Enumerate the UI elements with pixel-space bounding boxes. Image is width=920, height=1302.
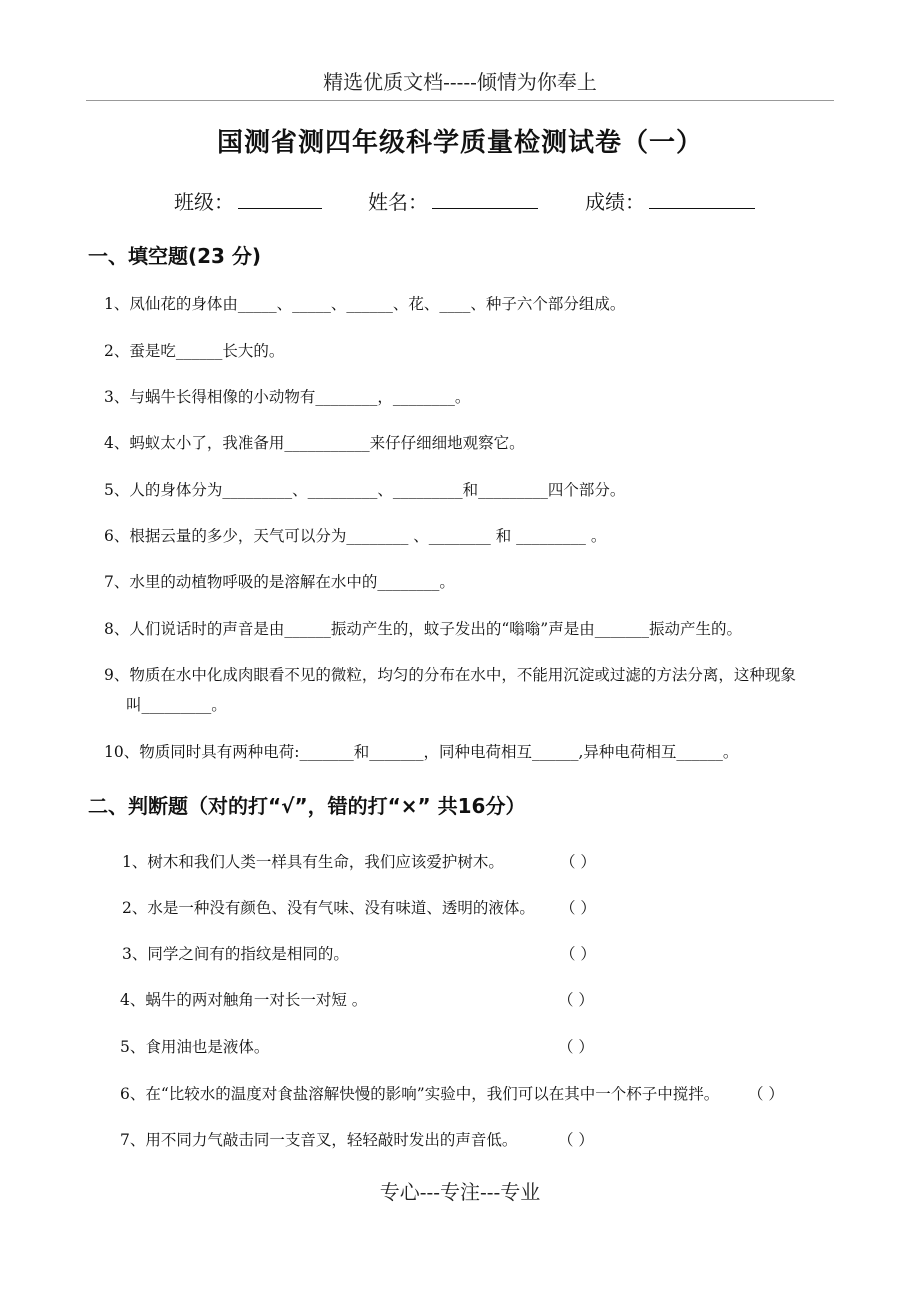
fill-question-3: 3、与蜗牛长得相像的小动物有________，________。: [104, 388, 471, 406]
fill-question-10: 10、物质同时具有两种电荷:_______和_______，同种电荷相互______,异种电荷相互______。: [104, 743, 739, 761]
tf-answer-5[interactable]: （ ）: [558, 1038, 594, 1056]
tf-question-2: 2、水是一种没有颜色、没有气味、没有味道、透明的液体。: [122, 899, 535, 917]
tf-answer-6[interactable]: （ ）: [748, 1085, 784, 1103]
score-field: [585, 186, 755, 215]
name-label: 姓名：: [368, 190, 428, 214]
fill-question-5: 5、人的身体分为_________、_________、_________和_________四个部分。: [104, 481, 626, 499]
header-divider: [86, 100, 834, 101]
name-field: [368, 186, 538, 215]
page-header: 精选优质文档-----倾情为你奉上: [323, 70, 597, 94]
tf-answer-7[interactable]: （ ）: [558, 1131, 594, 1149]
tf-answer-2[interactable]: （ ）: [560, 899, 596, 917]
tf-question-5: 5、食用油也是液体。: [120, 1038, 270, 1056]
page-footer: 专心---专注---专业: [379, 1180, 541, 1204]
fill-question-9: 9、物质在水中化成肉眼看不见的微粒，均匀的分布在水中，不能用沉淀或过滤的方法分离，这种现象: [104, 666, 796, 684]
name-blank[interactable]: [432, 190, 538, 209]
class-field: [174, 186, 322, 215]
exam-title: 国测省测四年级科学质量检测试卷（一）: [216, 128, 703, 158]
fill-question-9-continued: 叫_________。: [126, 696, 227, 714]
fill-question-1: 1、凤仙花的身体由_____、_____、______、花、____、种子六个部分组成。: [104, 295, 626, 313]
fill-question-6: 6、根据云量的多少，天气可以分为________ 、________ 和 _________ 。: [104, 527, 607, 545]
class-label: 班级：: [174, 190, 234, 214]
fill-question-7: 7、水里的动植物呼吸的是溶解在水中的________。: [104, 573, 455, 591]
class-blank[interactable]: [238, 190, 322, 209]
tf-question-7: 7、用不同力气敲击同一支音叉，轻轻敲时发出的声音低。: [120, 1131, 518, 1149]
tf-answer-1[interactable]: （ ）: [560, 853, 596, 871]
section-fill-blank-title: 一、填空题(23 分): [88, 244, 262, 268]
tf-question-4: 4、蜗牛的两对触角一对长一对短 。: [120, 991, 368, 1009]
tf-answer-4[interactable]: （ ）: [558, 991, 594, 1009]
fill-question-4: 4、蚂蚁太小了，我准备用___________来仔仔细细地观察它。: [104, 434, 525, 452]
tf-question-1: 1、树木和我们人类一样具有生命，我们应该爱护树木。: [122, 853, 504, 871]
tf-question-3: 3、同学之间有的指纹是相同的。: [122, 945, 349, 963]
section-true-false-title: 二、判断题（对的打“√”，错的打“×” 共16分）: [88, 794, 526, 818]
tf-answer-3[interactable]: （ ）: [560, 945, 596, 963]
fill-question-2: 2、蚕是吃______长大的。: [104, 342, 285, 360]
score-blank[interactable]: [649, 190, 755, 209]
fill-question-8: 8、人们说话时的声音是由______振动产生的，蚊子发出的“嗡嗡”声是由_______振动产生的。: [104, 620, 742, 638]
tf-question-6: 6、在“比较水的温度对食盐溶解快慢的影响”实验中，我们可以在其中一个杯子中搅拌。: [120, 1085, 720, 1103]
score-label: 成绩：: [585, 190, 645, 214]
